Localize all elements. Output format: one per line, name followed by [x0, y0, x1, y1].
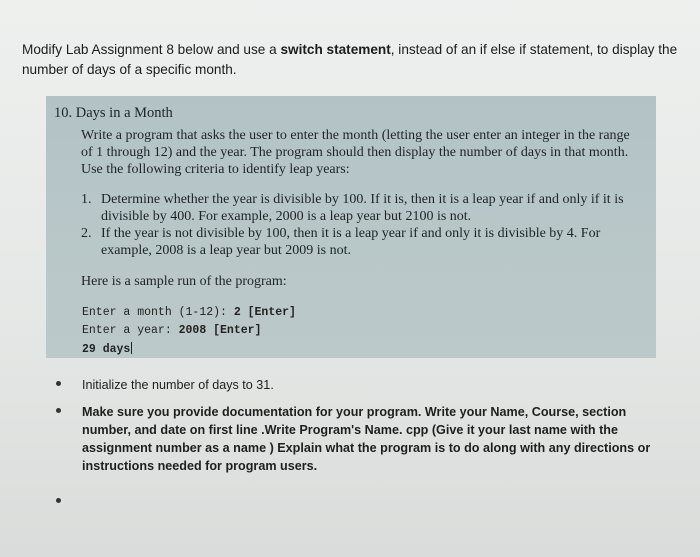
intro-text-bold: switch statement	[280, 42, 391, 57]
intro-text-start: Modify Lab Assignment 8 below and use a	[22, 42, 281, 57]
bullet-icon	[56, 381, 61, 386]
criteria-number: 2.	[81, 226, 92, 241]
textbook-excerpt	[46, 96, 656, 358]
criteria-item	[81, 191, 646, 225]
sample-input: 2 [Enter]	[233, 306, 296, 319]
problem-title: 10. Days in a Month	[54, 105, 173, 121]
criteria-item	[81, 225, 646, 259]
sample-input: 2008 [Enter]	[178, 324, 262, 337]
sample-run-line	[82, 324, 261, 337]
sample-run-line	[82, 342, 132, 356]
criteria-text: Determine whether the year is divisible by 100. If it is, then it is a leap year if and only if it is divisible by 400. For example, 2000 is a leap year but 2100 is not.	[101, 192, 624, 224]
sample-prompt: Enter a year:	[82, 324, 179, 337]
sample-output: 29 days	[82, 343, 131, 356]
requirement-text: Initialize the number of days to 31.	[82, 378, 274, 392]
text-cursor	[131, 342, 132, 354]
intro-text-end: , instead of an if else if statement, to display the number of days of a specific month.	[22, 42, 678, 77]
bullet-icon	[56, 498, 61, 503]
sample-run-intro: Here is a sample run of the program:	[81, 274, 287, 289]
requirement-text: Make sure you provide documentation for your program. Write your Name, Course, section number, and date on first line .Write Program's Name. cpp (Give it your last name with the assignment number as a name ) Explain what the program is to do along with any directions or instructions needed for program users.	[82, 405, 651, 473]
sample-run-line	[82, 306, 296, 319]
criteria-text: If the year is not divisible by 100, then it is a leap year if and only it is divisible by 4. For example, 2008 is a leap year but 2009 is not.	[101, 226, 601, 258]
bullet-icon	[56, 408, 61, 413]
problem-description: Write a program that asks the user to enter the month (letting the user enter an integer in the range of 1 through 12) and the year. The program should then display the number of days in that month. Use the following criteria to identify leap years:	[81, 128, 630, 177]
leap-year-criteria	[81, 191, 646, 259]
sample-prompt: Enter a month (1-12):	[82, 306, 234, 319]
criteria-number: 1.	[81, 192, 92, 207]
assignment-instructions	[22, 40, 682, 80]
